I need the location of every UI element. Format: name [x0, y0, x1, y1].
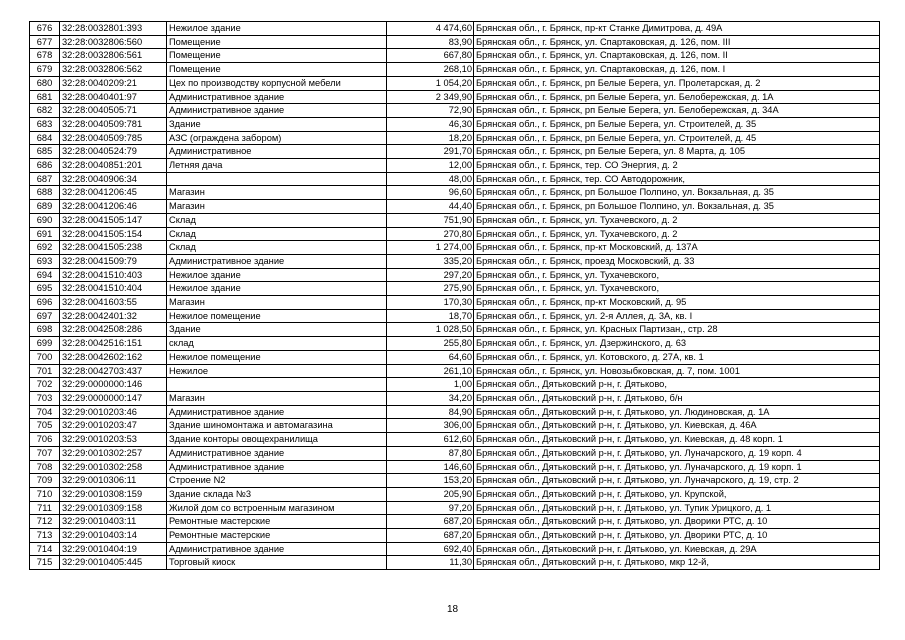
object-name-cell: Склад	[167, 213, 387, 227]
area-cell: 18,20	[387, 131, 474, 145]
cadastral-number-cell: 32:29:0010405:445	[60, 556, 167, 570]
row-number-cell: 692	[30, 241, 60, 255]
area-cell: 667,80	[387, 49, 474, 63]
table-row	[30, 22, 880, 36]
address-cell: Брянская обл., г. Брянск, рп Белые Берега, ул. 8 Марта, д. 105	[474, 145, 880, 159]
object-name-cell: Магазин	[167, 186, 387, 200]
table-row	[30, 241, 880, 255]
address-cell: Брянская обл., Дятьковский р-н, г. Дятьково, ул. Киевская, д. 29А	[474, 542, 880, 556]
area-cell: 1 274,00	[387, 241, 474, 255]
area-cell: 146,60	[387, 460, 474, 474]
table-row	[30, 487, 880, 501]
table-row	[30, 529, 880, 543]
object-name-cell: Строение N2	[167, 474, 387, 488]
object-name-cell	[167, 378, 387, 392]
object-name-cell: Жилой дом со встроенным магазином	[167, 501, 387, 515]
row-number-cell: 689	[30, 200, 60, 214]
address-cell: Брянская обл., г. Брянск, рп Белые Берега, ул. Строителей, д. 35	[474, 117, 880, 131]
cadastral-number-cell: 32:28:0040851:201	[60, 159, 167, 173]
row-number-cell: 697	[30, 309, 60, 323]
object-name-cell: Магазин	[167, 296, 387, 310]
area-cell: 261,10	[387, 364, 474, 378]
cadastral-number-cell: 32:28:0032806:561	[60, 49, 167, 63]
address-cell: Брянская обл., г. Брянск, рп Белые Берега, ул. Белобережская, д. 1А	[474, 90, 880, 104]
cadastral-number-cell: 32:28:0042401:32	[60, 309, 167, 323]
table-row	[30, 200, 880, 214]
cadastral-number-cell: 32:28:0032806:560	[60, 35, 167, 49]
address-cell: Брянская обл., г. Брянск, рп Белые Берега, ул. Строителей, д. 45	[474, 131, 880, 145]
area-cell: 46,30	[387, 117, 474, 131]
area-cell: 18,70	[387, 309, 474, 323]
row-number-cell: 703	[30, 391, 60, 405]
table-row	[30, 474, 880, 488]
table-body	[30, 22, 880, 570]
property-table	[29, 21, 880, 570]
row-number-cell: 701	[30, 364, 60, 378]
row-number-cell: 702	[30, 378, 60, 392]
address-cell: Брянская обл., г. Брянск, ул. Тухачевского,	[474, 268, 880, 282]
object-name-cell: Магазин	[167, 200, 387, 214]
row-number-cell: 704	[30, 405, 60, 419]
address-cell: Брянская обл., г. Брянск, тер. СО Автодорожник,	[474, 172, 880, 186]
object-name-cell: Ремонтные мастерские	[167, 529, 387, 543]
table-row	[30, 213, 880, 227]
object-name-cell: Административное	[167, 145, 387, 159]
object-name-cell: Летняя дача	[167, 159, 387, 173]
table-row	[30, 254, 880, 268]
area-cell: 87,80	[387, 446, 474, 460]
object-name-cell: Административное здание	[167, 446, 387, 460]
address-cell: Брянская обл., г. Брянск, ул. Спартаковская, д. 126, пом. II	[474, 49, 880, 63]
address-cell: Брянская обл., г. Брянск, тер. СО Энергия, д. 2	[474, 159, 880, 173]
row-number-cell: 694	[30, 268, 60, 282]
area-cell: 83,90	[387, 35, 474, 49]
cadastral-number-cell: 32:28:0041603:55	[60, 296, 167, 310]
table-row	[30, 131, 880, 145]
table-row	[30, 350, 880, 364]
row-number-cell: 709	[30, 474, 60, 488]
address-cell: Брянская обл., Дятьковский р-н, г. Дятьково, ул. Дворики РТС, д. 10	[474, 529, 880, 543]
address-cell: Брянская обл., г. Брянск, ул. Дзержинского, д. 63	[474, 337, 880, 351]
address-cell: Брянская обл., г. Брянск, проезд Московский, д. 33	[474, 254, 880, 268]
row-number-cell: 685	[30, 145, 60, 159]
table-row	[30, 323, 880, 337]
table-row	[30, 446, 880, 460]
page-number: 18	[446, 604, 459, 615]
object-name-cell: Магазин	[167, 391, 387, 405]
row-number-cell: 710	[30, 487, 60, 501]
object-name-cell: Нежилое здание	[167, 282, 387, 296]
address-cell: Брянская обл., г. Брянск, ул. Спартаковская, д. 126, пом. III	[474, 35, 880, 49]
table-row	[30, 405, 880, 419]
address-cell: Брянская обл., г. Брянск, ул. Красных Партизан,, стр. 28	[474, 323, 880, 337]
row-number-cell: 711	[30, 501, 60, 515]
area-cell: 44,40	[387, 200, 474, 214]
cadastral-number-cell: 32:29:0010403:11	[60, 515, 167, 529]
cadastral-number-cell: 32:28:0042508:286	[60, 323, 167, 337]
table-row	[30, 172, 880, 186]
table-row	[30, 268, 880, 282]
cadastral-number-cell: 32:28:0041505:154	[60, 227, 167, 241]
cadastral-number-cell: 32:28:0040401:97	[60, 90, 167, 104]
object-name-cell: Здание конторы овощехранилища	[167, 433, 387, 447]
cadastral-number-cell: 32:28:0041505:238	[60, 241, 167, 255]
address-cell: Брянская обл., г. Брянск, пр-кт Московский, д. 95	[474, 296, 880, 310]
area-cell: 48,00	[387, 172, 474, 186]
cadastral-number-cell: 32:28:0032801:393	[60, 22, 167, 36]
address-cell: Брянская обл., г. Брянск, рп Большое Полпино, ул. Вокзальная, д. 35	[474, 186, 880, 200]
cadastral-number-cell: 32:28:0040906:34	[60, 172, 167, 186]
address-cell: Брянская обл., Дятьковский р-н, г. Дятьково, ул. Луначарского, д. 19 корп. 4	[474, 446, 880, 460]
cadastral-number-cell: 32:28:0042516:151	[60, 337, 167, 351]
area-cell: 4 474,60	[387, 22, 474, 36]
object-name-cell: Склад	[167, 227, 387, 241]
cadastral-number-cell: 32:29:0010404:19	[60, 542, 167, 556]
row-number-cell: 676	[30, 22, 60, 36]
object-name-cell: Здание	[167, 117, 387, 131]
row-number-cell: 681	[30, 90, 60, 104]
table-row	[30, 309, 880, 323]
area-cell: 275,90	[387, 282, 474, 296]
object-name-cell: Административное здание	[167, 254, 387, 268]
cadastral-number-cell: 32:28:0041206:45	[60, 186, 167, 200]
area-cell: 72,90	[387, 104, 474, 118]
object-name-cell: Склад	[167, 241, 387, 255]
row-number-cell: 708	[30, 460, 60, 474]
table-row	[30, 117, 880, 131]
area-cell: 96,60	[387, 186, 474, 200]
row-number-cell: 707	[30, 446, 60, 460]
cadastral-number-cell: 32:29:0010302:258	[60, 460, 167, 474]
cadastral-number-cell: 32:28:0032806:562	[60, 63, 167, 77]
area-cell: 1 054,20	[387, 76, 474, 90]
cadastral-number-cell: 32:28:0040509:785	[60, 131, 167, 145]
cadastral-number-cell: 32:29:0010203:53	[60, 433, 167, 447]
address-cell: Брянская обл., г. Брянск, рп Белые Берега, ул. Белобережская, д. 34А	[474, 104, 880, 118]
object-name-cell: Здание склада №3	[167, 487, 387, 501]
object-name-cell: Нежилое помещение	[167, 309, 387, 323]
area-cell: 268,10	[387, 63, 474, 77]
area-cell: 1,00	[387, 378, 474, 392]
address-cell: Брянская обл., Дятьковский р-н, г. Дятьково, ул. Киевская, д. 46А	[474, 419, 880, 433]
cadastral-number-cell: 32:28:0042703:437	[60, 364, 167, 378]
area-cell: 84,90	[387, 405, 474, 419]
object-name-cell: Цех по производству корпусной мебели	[167, 76, 387, 90]
area-cell: 205,90	[387, 487, 474, 501]
cadastral-number-cell: 32:28:0042602:162	[60, 350, 167, 364]
row-number-cell: 682	[30, 104, 60, 118]
cadastral-number-cell: 32:29:0000000:146	[60, 378, 167, 392]
area-cell: 687,20	[387, 515, 474, 529]
address-cell: Брянская обл., Дятьковский р-н, г. Дятьково,	[474, 378, 880, 392]
address-cell: Брянская обл., Дятьковский р-н, г. Дятьково, ул. Луначарского, д. 19, стр. 2	[474, 474, 880, 488]
object-name-cell: Административное здание	[167, 405, 387, 419]
cadastral-number-cell: 32:29:0010403:14	[60, 529, 167, 543]
object-name-cell: АЗС (ограждена забором)	[167, 131, 387, 145]
object-name-cell: Здание шиномонтажа и автомагазина	[167, 419, 387, 433]
area-cell: 2 349,90	[387, 90, 474, 104]
row-number-cell: 699	[30, 337, 60, 351]
address-cell: Брянская обл., г. Брянск, ул. 2-я Аллея, д. 3А, кв. I	[474, 309, 880, 323]
object-name-cell: склад	[167, 337, 387, 351]
table-row	[30, 515, 880, 529]
object-name-cell: Административное здание	[167, 460, 387, 474]
cadastral-number-cell: 32:28:0040505:71	[60, 104, 167, 118]
object-name-cell: Нежилое помещение	[167, 350, 387, 364]
area-cell: 170,30	[387, 296, 474, 310]
object-name-cell: Нежилое	[167, 364, 387, 378]
table-row	[30, 145, 880, 159]
object-name-cell: Нежилое здание	[167, 268, 387, 282]
address-cell: Брянская обл., г. Брянск, ул. Котовского, д. 27А, кв. 1	[474, 350, 880, 364]
row-number-cell: 690	[30, 213, 60, 227]
object-name-cell: Административное здание	[167, 104, 387, 118]
object-name-cell	[167, 172, 387, 186]
row-number-cell: 688	[30, 186, 60, 200]
cadastral-number-cell: 32:29:0010203:47	[60, 419, 167, 433]
table-row	[30, 433, 880, 447]
object-name-cell: Административное здание	[167, 542, 387, 556]
row-number-cell: 680	[30, 76, 60, 90]
cadastral-number-cell: 32:28:0041510:403	[60, 268, 167, 282]
address-cell: Брянская обл., г. Брянск, пр-кт Московский, д. 137А	[474, 241, 880, 255]
row-number-cell: 698	[30, 323, 60, 337]
row-number-cell: 691	[30, 227, 60, 241]
row-number-cell: 684	[30, 131, 60, 145]
address-cell: Брянская обл., г. Брянск, рп Белые Берега, ул. Пролетарская, д. 2	[474, 76, 880, 90]
area-cell: 1 028,50	[387, 323, 474, 337]
address-cell: Брянская обл., Дятьковский р-н, г. Дятьково, ул. Тупик Урицкого, д. 1	[474, 501, 880, 515]
table-row	[30, 501, 880, 515]
cadastral-number-cell: 32:28:0041206:46	[60, 200, 167, 214]
address-cell: Брянская обл., г. Брянск, пр-кт Станке Димитрова, д. 49А	[474, 22, 880, 36]
area-cell: 11,30	[387, 556, 474, 570]
row-number-cell: 695	[30, 282, 60, 296]
area-cell: 12,00	[387, 159, 474, 173]
area-cell: 34,20	[387, 391, 474, 405]
row-number-cell: 693	[30, 254, 60, 268]
table-row	[30, 337, 880, 351]
row-number-cell: 686	[30, 159, 60, 173]
table-row	[30, 227, 880, 241]
row-number-cell: 715	[30, 556, 60, 570]
row-number-cell: 712	[30, 515, 60, 529]
address-cell: Брянская обл., Дятьковский р-н, г. Дятьково, ул. Луначарского, д. 19 корп. 1	[474, 460, 880, 474]
cadastral-number-cell: 32:28:0041509:79	[60, 254, 167, 268]
object-name-cell: Помещение	[167, 35, 387, 49]
row-number-cell: 700	[30, 350, 60, 364]
cadastral-number-cell: 32:29:0010302:257	[60, 446, 167, 460]
table-row	[30, 63, 880, 77]
row-number-cell: 714	[30, 542, 60, 556]
table-row	[30, 364, 880, 378]
table-row	[30, 282, 880, 296]
cadastral-number-cell: 32:29:0010308:159	[60, 487, 167, 501]
cadastral-number-cell: 32:29:0010306:11	[60, 474, 167, 488]
cadastral-number-cell: 32:28:0040524:79	[60, 145, 167, 159]
table-row	[30, 90, 880, 104]
table-row	[30, 378, 880, 392]
address-cell: Брянская обл., г. Брянск, ул. Новозыбковская, д. 7, пом. 1001	[474, 364, 880, 378]
address-cell: Брянская обл., г. Брянск, рп Большое Полпино, ул. Вокзальная, д. 35	[474, 200, 880, 214]
cadastral-number-cell: 32:29:0000000:147	[60, 391, 167, 405]
address-cell: Брянская обл., Дятьковский р-н, г. Дятьково, ул. Крупской,	[474, 487, 880, 501]
row-number-cell: 696	[30, 296, 60, 310]
area-cell: 687,20	[387, 529, 474, 543]
area-cell: 297,20	[387, 268, 474, 282]
address-cell: Брянская обл., Дятьковский р-н, г. Дятьково, мкр 12-й,	[474, 556, 880, 570]
row-number-cell: 677	[30, 35, 60, 49]
cadastral-number-cell: 32:28:0040509:781	[60, 117, 167, 131]
cadastral-number-cell: 32:28:0041505:147	[60, 213, 167, 227]
table-row	[30, 186, 880, 200]
area-cell: 751,90	[387, 213, 474, 227]
table-row	[30, 35, 880, 49]
object-name-cell: Помещение	[167, 63, 387, 77]
area-cell: 291,70	[387, 145, 474, 159]
table-row	[30, 419, 880, 433]
area-cell: 335,20	[387, 254, 474, 268]
area-cell: 97,20	[387, 501, 474, 515]
table-row	[30, 391, 880, 405]
table-row	[30, 49, 880, 63]
property-table-sheet	[29, 21, 879, 570]
address-cell: Брянская обл., Дятьковский р-н, г. Дятьково, ул. Киевская, д. 48 корп. 1	[474, 433, 880, 447]
object-name-cell: Ремонтные мастерские	[167, 515, 387, 529]
row-number-cell: 705	[30, 419, 60, 433]
address-cell: Брянская обл., г. Брянск, ул. Тухачевского, д. 2	[474, 213, 880, 227]
object-name-cell: Нежилое здание	[167, 22, 387, 36]
address-cell: Брянская обл., г. Брянск, ул. Тухачевского,	[474, 282, 880, 296]
row-number-cell: 713	[30, 529, 60, 543]
row-number-cell: 706	[30, 433, 60, 447]
area-cell: 64,60	[387, 350, 474, 364]
address-cell: Брянская обл., г. Брянск, ул. Спартаковская, д. 126, пом. I	[474, 63, 880, 77]
address-cell: Брянская обл., г. Брянск, ул. Тухачевского, д. 2	[474, 227, 880, 241]
table-row	[30, 159, 880, 173]
row-number-cell: 683	[30, 117, 60, 131]
address-cell: Брянская обл., Дятьковский р-н, г. Дятьково, ул. Людиновская, д. 1А	[474, 405, 880, 419]
object-name-cell: Торговый киоск	[167, 556, 387, 570]
area-cell: 612,60	[387, 433, 474, 447]
area-cell: 153,20	[387, 474, 474, 488]
row-number-cell: 678	[30, 49, 60, 63]
table-row	[30, 542, 880, 556]
object-name-cell: Административное здание	[167, 90, 387, 104]
table-row	[30, 104, 880, 118]
address-cell: Брянская обл., Дятьковский р-н, г. Дятьково, ул. Дворики РТС, д. 10	[474, 515, 880, 529]
cadastral-number-cell: 32:28:0040209:21	[60, 76, 167, 90]
cadastral-number-cell: 32:29:0010203:46	[60, 405, 167, 419]
table-row	[30, 76, 880, 90]
address-cell: Брянская обл., Дятьковский р-н, г. Дятьково, б/н	[474, 391, 880, 405]
cadastral-number-cell: 32:28:0041510:404	[60, 282, 167, 296]
cadastral-number-cell: 32:29:0010309:158	[60, 501, 167, 515]
table-row	[30, 460, 880, 474]
area-cell: 692,40	[387, 542, 474, 556]
area-cell: 270,80	[387, 227, 474, 241]
row-number-cell: 679	[30, 63, 60, 77]
table-row	[30, 296, 880, 310]
object-name-cell: Помещение	[167, 49, 387, 63]
object-name-cell: Здание	[167, 323, 387, 337]
area-cell: 306,00	[387, 419, 474, 433]
row-number-cell: 687	[30, 172, 60, 186]
table-row	[30, 556, 880, 570]
area-cell: 255,80	[387, 337, 474, 351]
